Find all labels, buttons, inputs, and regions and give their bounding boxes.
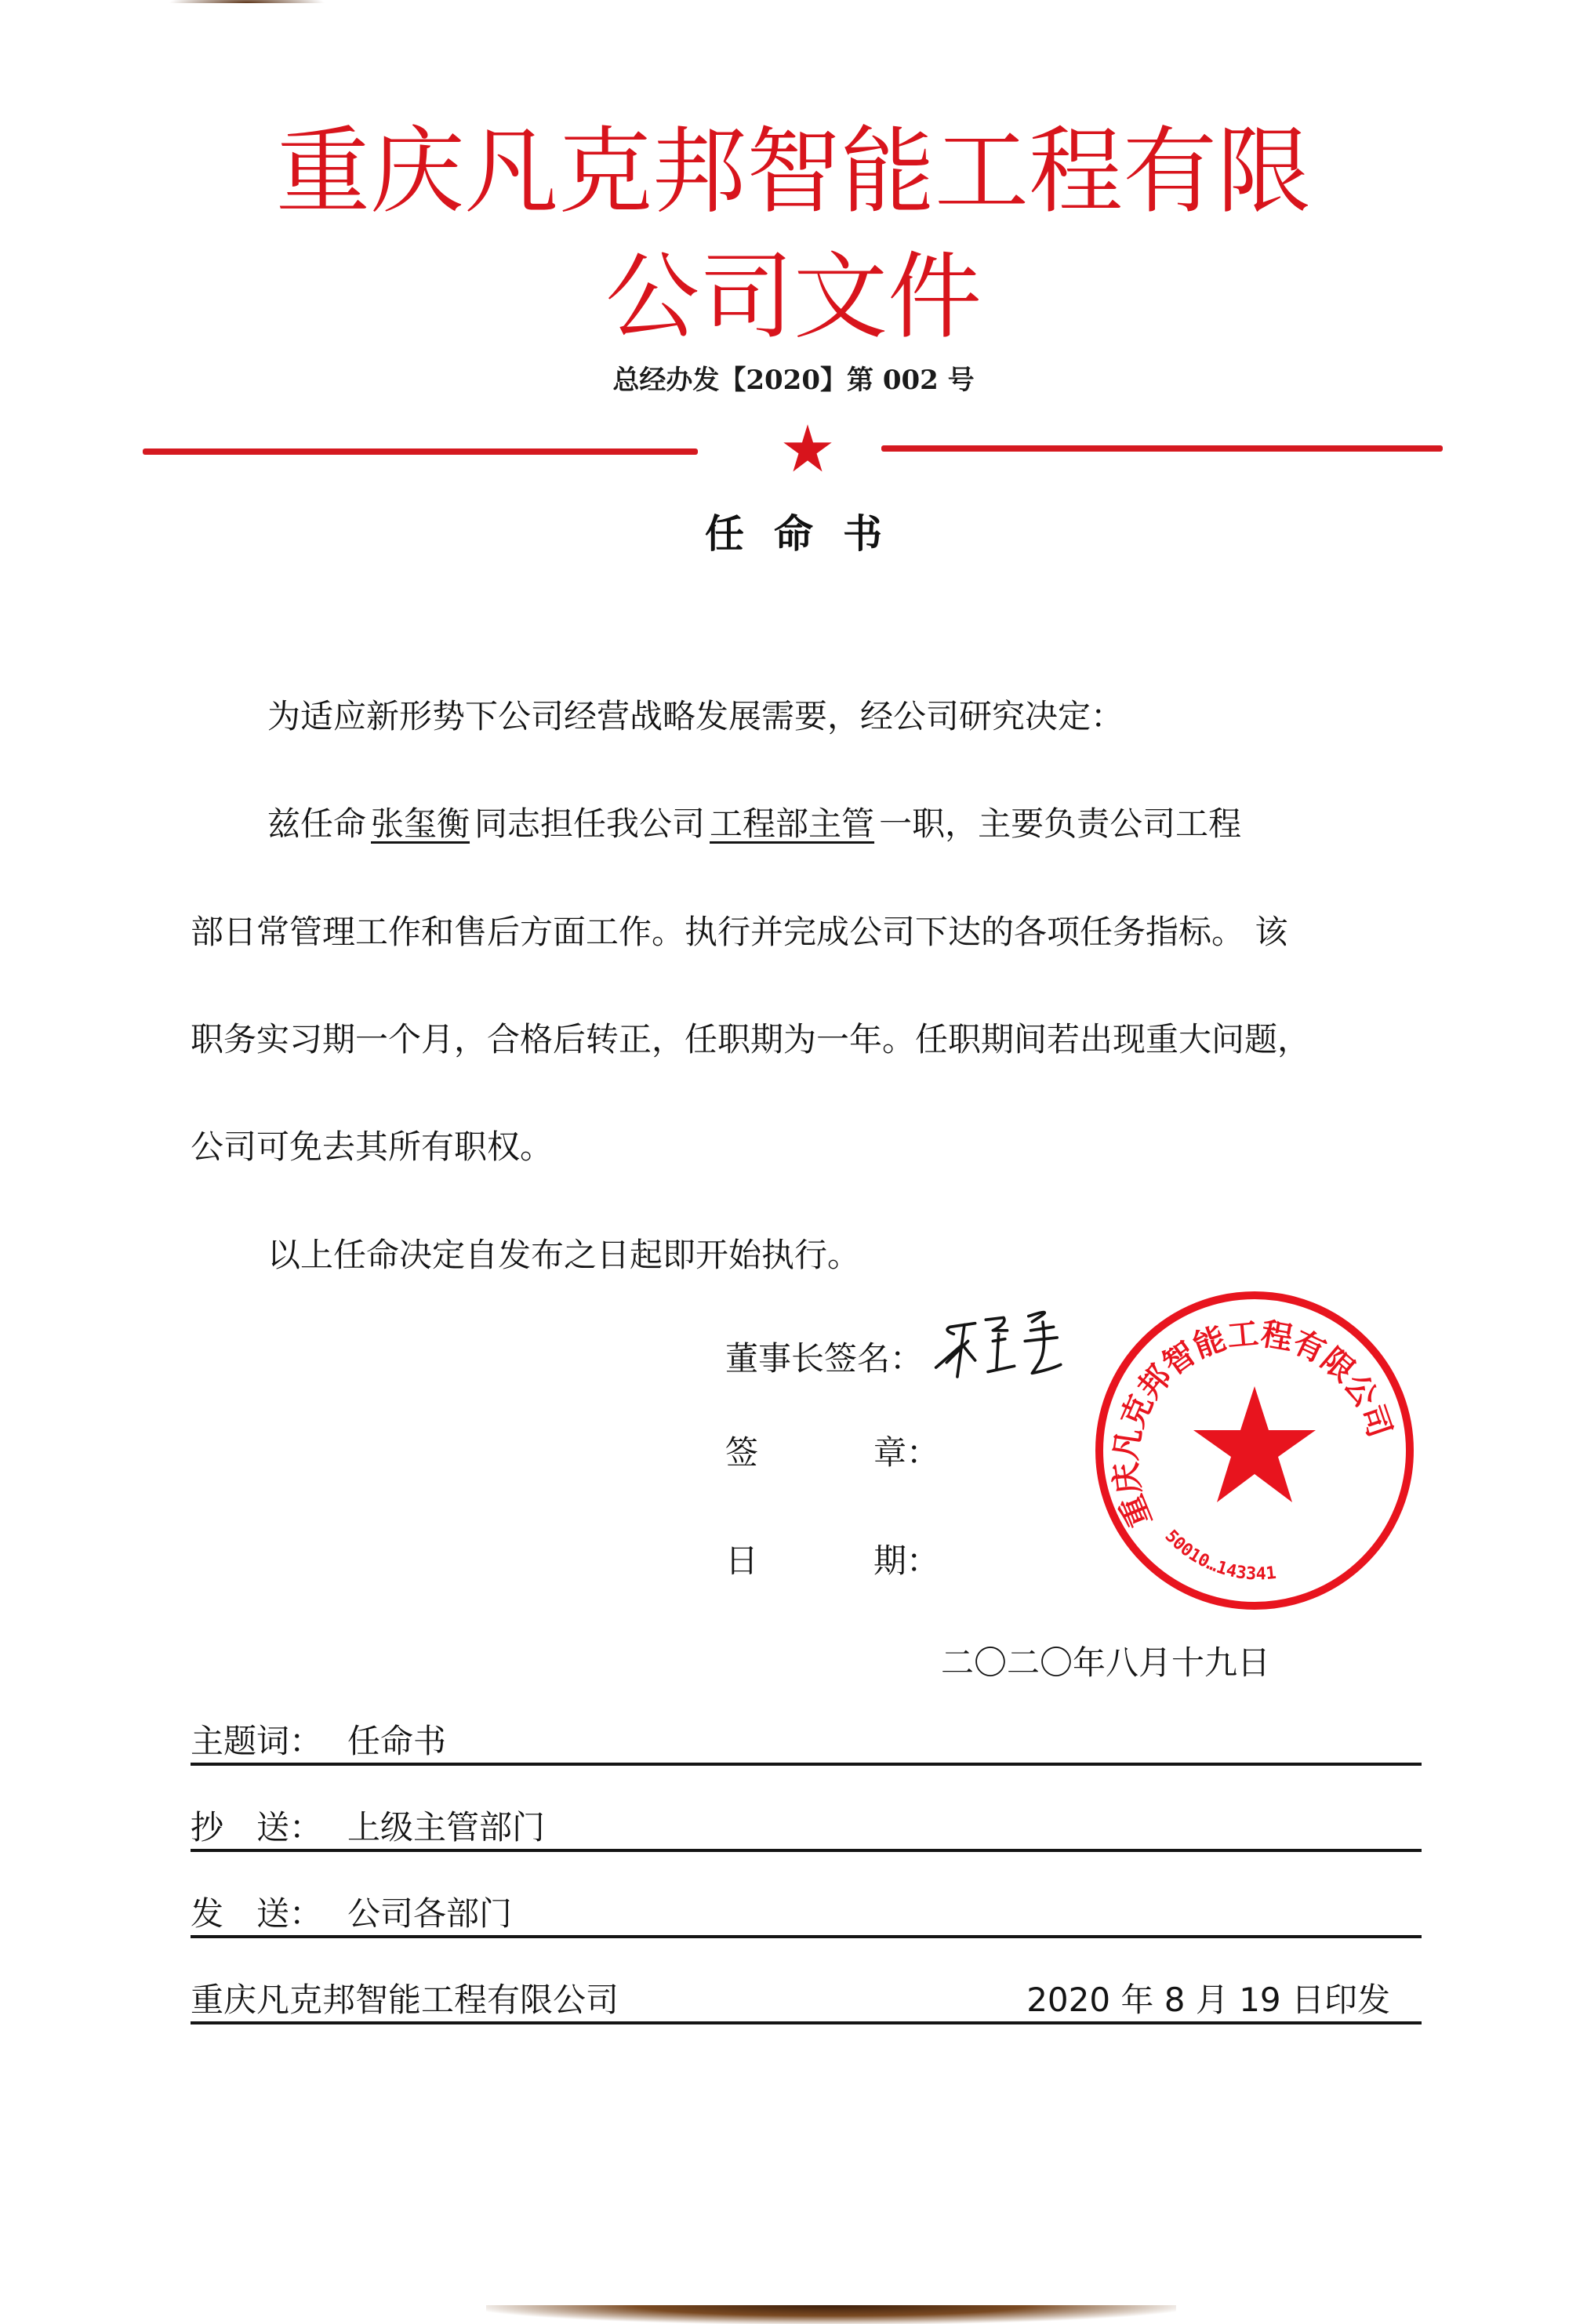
star-icon <box>783 423 833 474</box>
subject-label: 主题词： <box>191 1722 323 1760</box>
date-label-left: 日 <box>725 1541 759 1580</box>
appointment-suffix: 一职，主要负责公司工程 <box>879 804 1242 843</box>
appointee-name: 张玺衡 <box>371 804 470 843</box>
send-value: 公司各部门 <box>347 1894 513 1933</box>
document-title: 任命书 <box>705 511 912 557</box>
chairman-signature-label: 董事长签名： <box>725 1339 924 1378</box>
body-paragraph-2-line-4: 公司可免去其所有职权。 <box>191 1128 554 1166</box>
send-label: 发 送： <box>191 1894 323 1933</box>
red-rule-right <box>881 445 1443 452</box>
seal-label-left: 签 <box>725 1433 759 1472</box>
appointed-position: 工程部主管 <box>710 804 875 843</box>
body-paragraph-2-line-1 <box>191 804 1242 843</box>
company-seal <box>1090 1286 1419 1615</box>
subject-value: 任命书 <box>347 1722 447 1760</box>
appointment-prefix: 兹任命 <box>267 804 367 843</box>
red-rule-left <box>143 448 698 455</box>
letterhead-title-line2: 公司文件 <box>605 243 982 352</box>
footer-row-issuer <box>191 1976 1422 2024</box>
letterhead-title-line1: 重庆凡克邦智能工程有限 <box>276 118 1311 227</box>
seal-label-right: 章： <box>873 1433 940 1472</box>
photo-edge-shadow-bottom <box>486 2305 1176 2324</box>
seal-text: 重庆凡克邦智能工程有限公司 <box>1107 1316 1398 1533</box>
body-paragraph-2-line-2: 部日常管理工作和售后方面工作。执行并完成公司下达的各项任务指标。 该 <box>191 913 1288 951</box>
footer-row-subject <box>191 1717 1422 1766</box>
signature-date: 二〇二〇年八月十九日 <box>941 1643 1271 1682</box>
photo-edge-shadow-top <box>169 0 325 3</box>
body-paragraph-1: 为适应新形势下公司经营战略发展需要，经公司研究决定： <box>267 697 1124 735</box>
cc-label: 抄 送： <box>191 1808 323 1846</box>
body-paragraph-3: 以上任命决定自发布之日起即开始执行。 <box>267 1236 861 1274</box>
seal-serial: 50010…143341 <box>1160 1526 1277 1585</box>
footer-row-send <box>191 1890 1422 1938</box>
signature-scribble-icon <box>925 1302 1082 1388</box>
document-number: 总经办发【2020】第 002 号 <box>612 365 975 396</box>
cc-value: 上级主管部门 <box>347 1808 546 1846</box>
body-paragraph-2-line-3: 职务实习期一个月，合格后转正，任职期为一年。任职期间若出现重大问题， <box>191 1020 1311 1059</box>
seal-star-icon <box>1193 1386 1316 1502</box>
chairman-signature <box>925 1302 1082 1388</box>
date-label-right: 期： <box>873 1541 940 1580</box>
svg-text:50010…143341 <box>1161 1527 1277 1585</box>
issuer-name: 重庆凡克邦智能工程有限公司 <box>191 1981 619 2019</box>
issue-date: 2020 年 8 月 19 日印发 <box>1026 1981 1390 2019</box>
footer-row-cc <box>191 1803 1422 1852</box>
appointment-middle: 同志担任我公司 <box>474 804 706 843</box>
